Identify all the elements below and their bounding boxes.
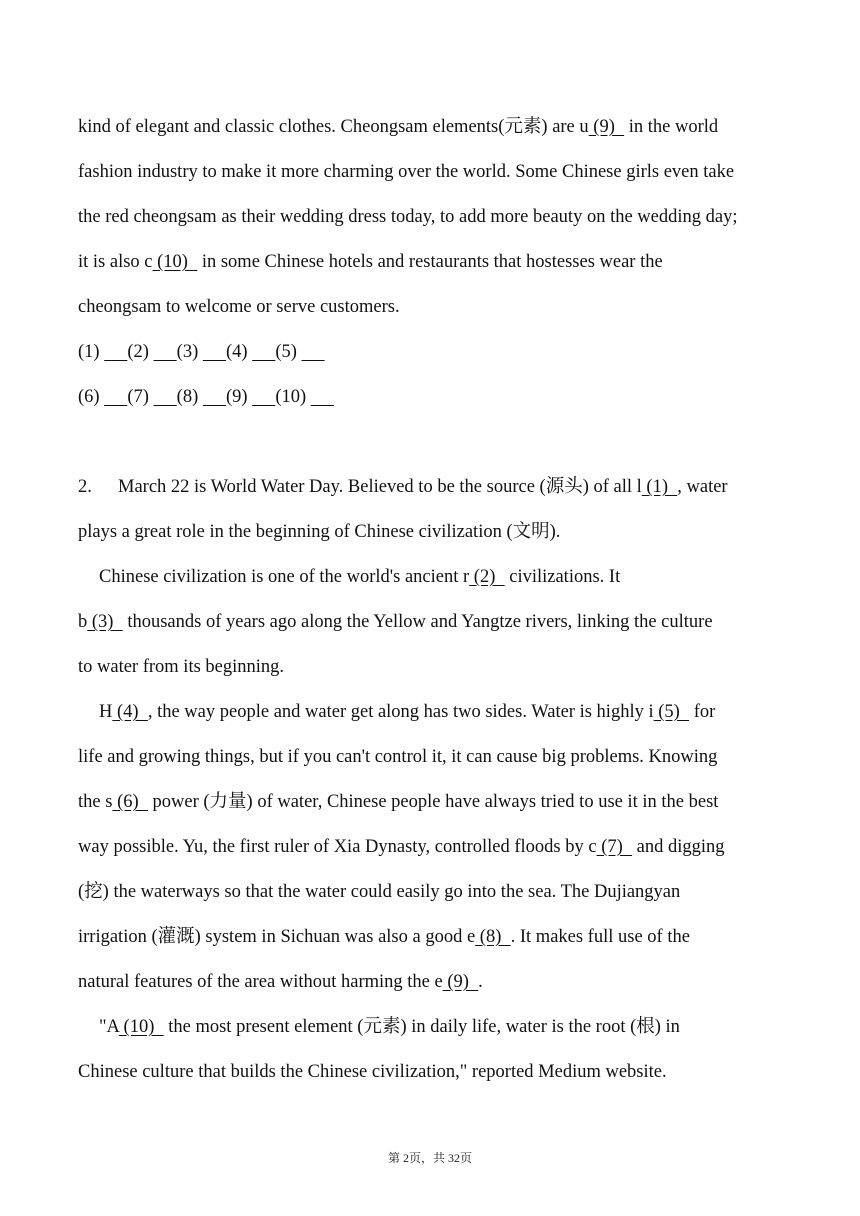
text-line (78, 555, 798, 600)
text-line (78, 105, 798, 150)
text-line (78, 330, 798, 375)
text-line (78, 375, 798, 420)
text-run: and digging (632, 837, 725, 857)
text-line (78, 915, 798, 960)
text-run: (2) (127, 342, 154, 362)
text-run: to water from its beginning. (78, 657, 285, 677)
text-run: March 22 is World Water Day. Believed to be the source (源头) of all l (118, 477, 642, 497)
text-run: (3) (176, 342, 203, 362)
text-run: (7) (127, 387, 154, 407)
text-run: "A (99, 1017, 119, 1037)
text-run: life and growing things, but if you can't control it, it can cause big problems. Knowing (78, 747, 718, 767)
answer-blank: (2) (469, 567, 505, 587)
answer-blank (104, 387, 127, 407)
text-run: (4) (225, 342, 253, 362)
text-run: , the way people and water get along has two sides. Water is highly i (147, 702, 654, 722)
text-run: H (99, 702, 113, 722)
text-run: (9) (225, 387, 253, 407)
text-run: power (力量) of water, Chinese people have always tried to use it in the best (147, 792, 719, 812)
text-run: in the world (624, 117, 719, 137)
text-run: way possible. Yu, the first ruler of Xia Dynasty, controlled floods by c (78, 837, 597, 857)
answer-blank (154, 342, 177, 362)
text-run: cheongsam to welcome or serve customers. (78, 297, 400, 317)
text-run: irrigation (灌溉) system in Sichuan was also a good e (78, 927, 476, 947)
text-run: (6) (78, 387, 105, 407)
answer-blank: (4) (112, 702, 148, 722)
answer-blank: (10) (118, 1017, 164, 1037)
text-run: . (478, 972, 483, 992)
answer-blank (203, 342, 226, 362)
text-line (78, 825, 798, 870)
paragraph-gap (78, 420, 798, 465)
question-number: 2. (78, 477, 92, 497)
text-line (78, 690, 798, 735)
answer-blank (252, 342, 275, 362)
text-run: . It makes full use of the (510, 927, 690, 947)
answer-blank: (5) (653, 702, 690, 722)
document-body (78, 105, 798, 1095)
text-line (78, 465, 798, 510)
answer-blank (104, 342, 127, 362)
text-run: in some Chinese hotels and restaurants that hostesses wear the (197, 252, 663, 272)
answer-blank (203, 387, 226, 407)
text-run: (8) (176, 387, 203, 407)
text-line (78, 1005, 798, 1050)
answer-blank (154, 387, 177, 407)
text-line (78, 240, 798, 285)
text-run: for (689, 702, 716, 722)
text-run: thousands of years ago along the Yellow and Yangtze rivers, linking the culture (122, 612, 713, 632)
text-line (78, 1050, 798, 1095)
text-run: it is also c (78, 252, 153, 272)
answer-blank (302, 342, 325, 362)
text-line (78, 960, 798, 1005)
text-line (78, 780, 798, 825)
text-line (78, 195, 798, 240)
text-run: (1) (78, 342, 105, 362)
text-run: Chinese culture that builds the Chinese civilization," reported Medium website. (78, 1062, 667, 1082)
text-line (78, 735, 798, 780)
text-run: the s (78, 792, 113, 812)
answer-blank: (8) (475, 927, 511, 947)
text-run: Chinese civilization is one of the world's ancient r (99, 567, 470, 587)
text-run: kind of elegant and classic clothes. Cheongsam elements(元素) are u (78, 117, 589, 137)
text-run: the red cheongsam as their wedding dress today, to add more beauty on the wedding day; (78, 207, 738, 227)
answer-blank: (1) (641, 477, 678, 497)
page-number: 第 2页，共 32页 (387, 1151, 472, 1165)
text-line (78, 645, 798, 690)
answer-blank (252, 387, 275, 407)
answer-blank: (6) (112, 792, 148, 812)
answer-blank: (7) (596, 837, 633, 857)
text-run: civilizations. It (504, 567, 621, 587)
text-line (78, 285, 798, 330)
text-run: , water (677, 477, 728, 497)
answer-blank: (9) (588, 117, 625, 137)
text-run: (5) (275, 342, 302, 362)
text-line (78, 870, 798, 915)
text-line (78, 600, 798, 645)
text-run: fashion industry to make it more charming over the world. Some Chinese girls even take (78, 162, 735, 182)
text-run: the most present element (元素) in daily life, water is the root (根) in (163, 1017, 680, 1037)
text-line (78, 510, 798, 555)
text-run: (10) (275, 387, 311, 407)
text-run: (挖) the waterways so that the water could easily go into the sea. The Dujiangyan (78, 882, 681, 902)
text-run: plays a great role in the beginning of Chinese civilization (文明). (78, 522, 561, 542)
answer-blank: (10) (152, 252, 198, 272)
text-run: b (78, 612, 88, 632)
text-run: natural features of the area without harming the e (78, 972, 443, 992)
answer-blank (311, 387, 334, 407)
text-line (78, 150, 798, 195)
answer-blank: (3) (87, 612, 123, 632)
answer-blank: (9) (442, 972, 479, 992)
